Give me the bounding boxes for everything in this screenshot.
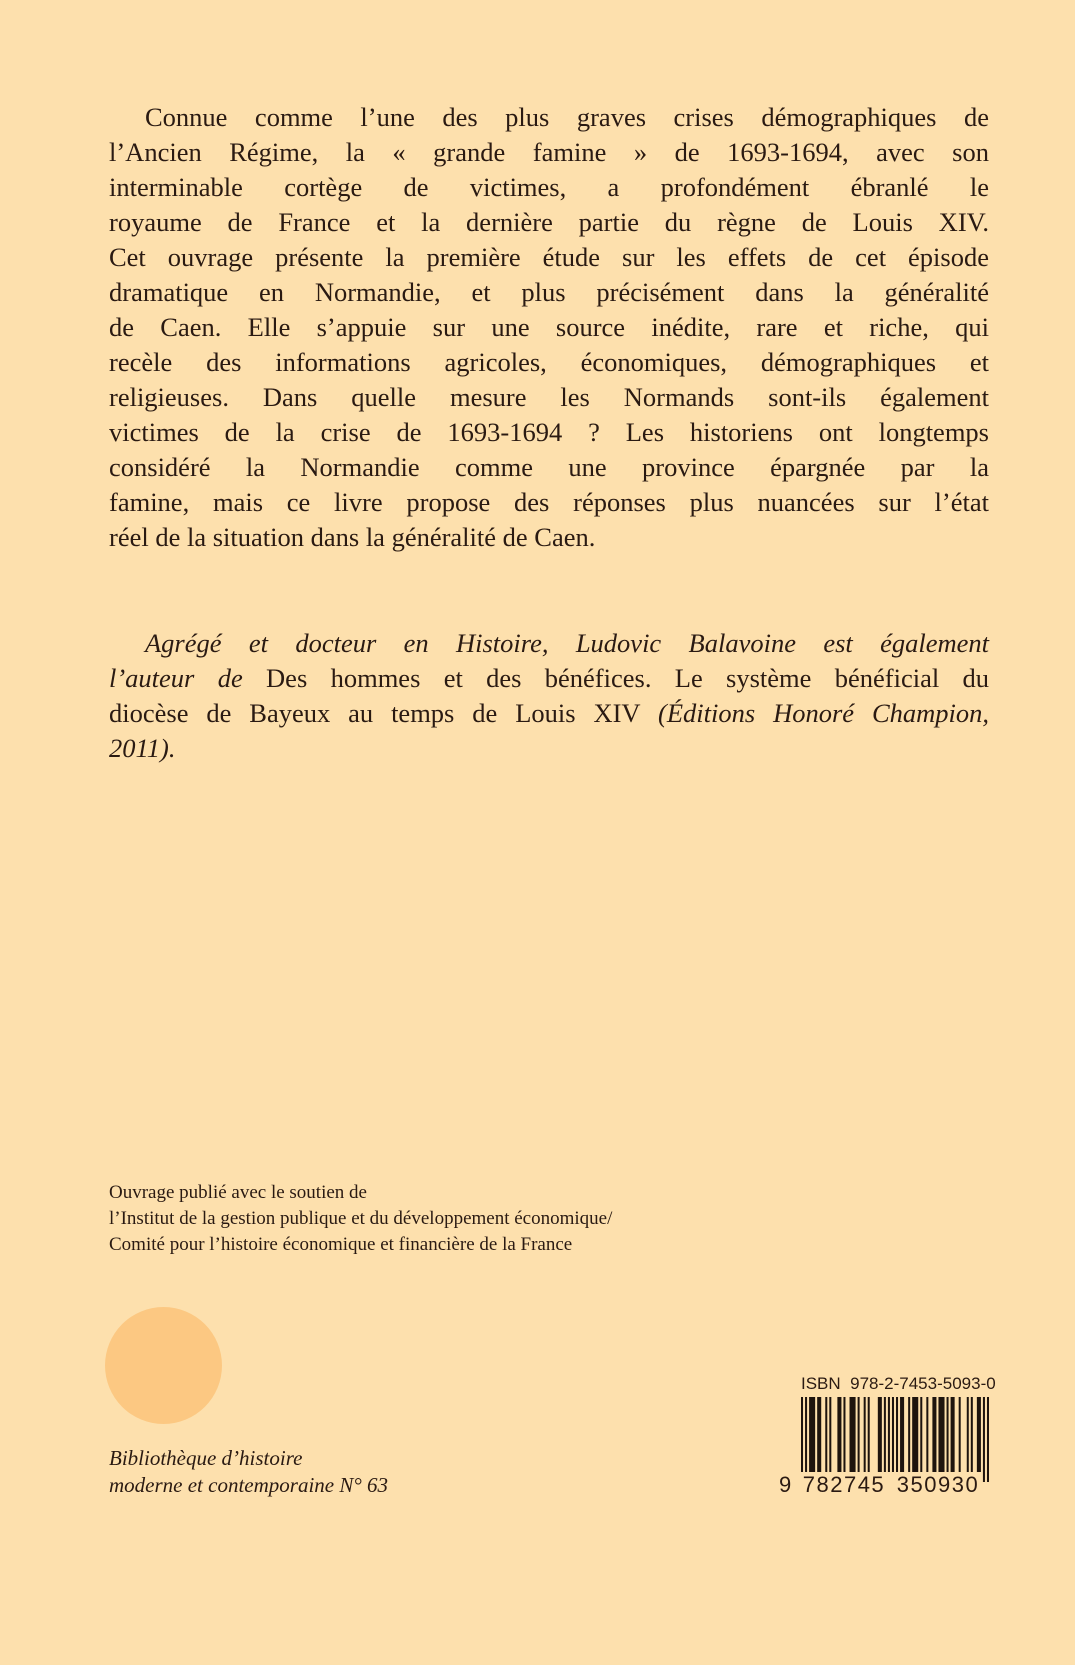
support-notice xyxy=(109,1180,612,1258)
barcode-bar xyxy=(959,1397,961,1472)
barcode-bar xyxy=(967,1397,969,1472)
barcode-bar xyxy=(868,1397,870,1472)
support-line: Ouvrage publié avec le soutien de xyxy=(109,1182,367,1203)
barcode-digit-group: 350930 xyxy=(896,1472,980,1497)
series-line: Bibliothèque d’histoire xyxy=(109,1446,303,1470)
summary-paragraph xyxy=(109,100,989,555)
barcode-bar xyxy=(932,1397,936,1472)
barcode-bar xyxy=(977,1397,981,1472)
barcode-digit-first: 9 xyxy=(779,1472,793,1497)
barcode-bar xyxy=(938,1397,944,1472)
summary-line: de Caen. Elle s’appuie sur une source inédite, rare et riche, qui xyxy=(109,312,989,342)
summary-line: l’Ancien Régime, la « grande famine » de 1693-1694, avec son xyxy=(109,137,989,167)
publisher-text: (Éditions Honoré Champion, xyxy=(658,698,990,728)
barcode-bar xyxy=(926,1397,928,1472)
decorative-circle xyxy=(105,1307,222,1424)
isbn-label: ISBN 978-2-7453-5093-0 xyxy=(801,1374,996,1393)
barcode-bar xyxy=(908,1397,910,1472)
summary-line: dramatique en Normandie, et plus précisément dans la généralité xyxy=(109,277,989,307)
barcode-bar xyxy=(884,1397,886,1472)
barcode-digits xyxy=(779,1472,981,1498)
summary-line: royaume de France et la dernière partie du règne de Louis XIV. xyxy=(109,207,989,237)
author-italic-text: l’auteur de xyxy=(109,663,243,693)
barcode-bar xyxy=(892,1397,894,1482)
author-line xyxy=(109,661,989,696)
barcode-bar xyxy=(825,1397,827,1472)
author-line xyxy=(109,696,989,731)
barcode-bar xyxy=(805,1397,807,1482)
barcode-bar xyxy=(858,1397,860,1472)
summary-line: considéré la Normandie comme une province épargnée par la xyxy=(109,452,989,482)
barcode-bar xyxy=(817,1397,821,1472)
author-line: 2011). xyxy=(109,733,176,763)
summary-line: famine, mais ce livre propose des réponses plus nuancées sur l’état xyxy=(109,487,989,517)
barcode-bar xyxy=(850,1397,856,1472)
summary-line: Cet ouvrage présente la première étude sur les effets de cet épisode xyxy=(109,242,989,272)
barcode-bar xyxy=(878,1397,882,1472)
barcode-bar xyxy=(971,1397,973,1472)
summary-line: recèle des informations agricoles, économiques, démographiques et xyxy=(109,347,989,377)
barcode-bar xyxy=(900,1397,904,1472)
summary-line: victimes de la crise de 1693-1694 ? Les historiens ont longtemps xyxy=(109,417,989,447)
author-bio xyxy=(109,626,989,766)
barcode-bar xyxy=(837,1397,841,1472)
summary-line: religieuses. Dans quelle mesure les Normands sont-ils également xyxy=(109,382,989,412)
series-title xyxy=(109,1445,388,1499)
barcode-bar xyxy=(843,1397,845,1472)
series-line: moderne et contemporaine N° 63 xyxy=(109,1473,389,1497)
barcode-bar xyxy=(951,1397,955,1472)
support-line: l’Institut de la gestion publique et du développement économique/ xyxy=(109,1208,613,1229)
summary-line: réel de la situation dans la généralité de Caen. xyxy=(109,522,596,552)
barcode-bar xyxy=(888,1397,890,1472)
barcode-bar xyxy=(947,1397,949,1472)
barcode-bar xyxy=(829,1397,831,1472)
summary-line: Connue comme l’une des plus graves crises démographiques de xyxy=(145,102,989,132)
barcode-bar xyxy=(983,1397,985,1482)
barcode-bar xyxy=(896,1397,898,1482)
barcode-bar xyxy=(920,1397,922,1472)
barcode-bar xyxy=(912,1397,918,1472)
barcode-bar xyxy=(864,1397,866,1472)
barcode-bar xyxy=(801,1397,803,1482)
book-title-text: Des hommes et des bénéfices. Le système bénéficial du xyxy=(266,663,990,693)
barcode-bar xyxy=(809,1397,815,1472)
author-line: Agrégé et docteur en Histoire, Ludovic Balavoine est également xyxy=(145,628,989,658)
barcode-bar xyxy=(987,1397,989,1482)
barcode-icon xyxy=(801,1397,989,1482)
summary-line: interminable cortège de victimes, a profondément ébranlé le xyxy=(109,172,989,202)
book-title-text: diocèse de Bayeux au temps de Louis XIV xyxy=(109,698,641,728)
barcode-digit-group: 782745 xyxy=(802,1472,886,1497)
support-line: Comité pour l’histoire économique et financière de la France xyxy=(109,1234,573,1255)
